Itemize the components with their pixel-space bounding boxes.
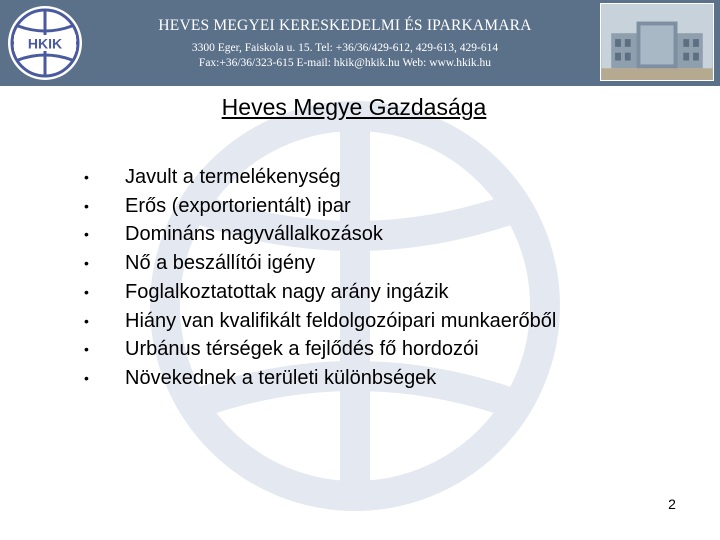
chamber-name: HEVES MEGYEI KERESKEDELMI ÉS IPARKAMARA	[158, 17, 532, 34]
hkik-logo	[6, 4, 84, 82]
bullet-icon: •	[84, 312, 89, 329]
list-item	[84, 220, 624, 249]
list-item	[84, 192, 624, 221]
list-item	[84, 335, 624, 364]
bullet-icon: •	[84, 369, 89, 386]
bullet-list	[84, 163, 624, 393]
list-item	[84, 307, 624, 336]
bullet-text: Nő a beszállítói igény	[125, 252, 316, 275]
bullet-icon: •	[84, 169, 89, 185]
bullet-text: Javult a termelékenység	[125, 166, 341, 188]
slide-title: Heves Megye Gazdasága	[221, 94, 487, 120]
bullet-icon: •	[84, 197, 89, 214]
list-item	[84, 249, 624, 278]
address-phone-line: 3300 Eger, Faiskola u. 15. Tel: +36/36/429-612, 429-613, 429-614	[191, 42, 499, 54]
bullet-icon: •	[84, 283, 89, 300]
list-item	[84, 163, 624, 192]
fax-email-web-line: Fax:+36/36/323-615 E-mail: hkik@hkik.hu Web: www.hkik.hu	[198, 57, 492, 69]
bullet-icon: •	[84, 341, 89, 358]
list-item	[84, 364, 624, 393]
bullet-icon: •	[84, 226, 89, 243]
bullet-text: Domináns nagyvállalkozások	[125, 223, 383, 246]
bullet-icon: •	[84, 255, 89, 272]
header-banner	[0, 0, 720, 86]
building-photo	[600, 3, 714, 81]
list-item	[84, 278, 624, 307]
bullet-text: Urbánus térségek a fejlődés fő hordozói	[125, 338, 479, 361]
bullet-text: Növekednek a területi különbségek	[125, 366, 437, 389]
bullet-text: Hiány van kvalifikált feldolgozóipari munkaerőből	[125, 309, 557, 332]
page-number: 2	[668, 496, 676, 512]
bullet-text: Foglalkoztatottak nagy arány ingázik	[125, 280, 449, 303]
bullet-text: Erős (exportorientált) ipar	[125, 194, 351, 217]
logo-text: HKIK	[27, 35, 63, 52]
